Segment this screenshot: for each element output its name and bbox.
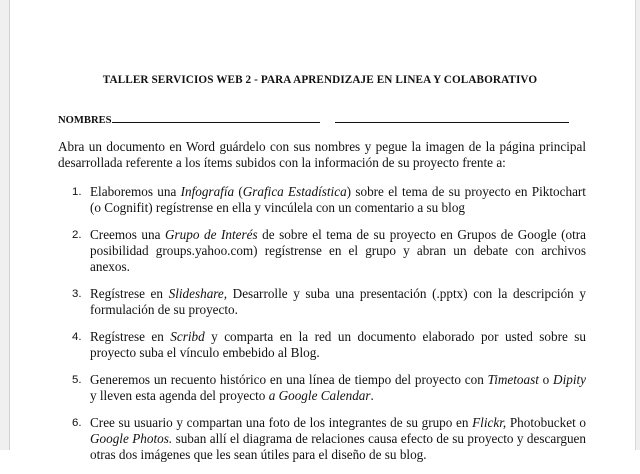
page-edge-right bbox=[635, 0, 640, 450]
list-item: 5. Generemos un recuento histórico en una línea de tiempo del proyecto con Timetoast o Dipity y lleven esta agenda del proyecto a Google Calendar. bbox=[72, 372, 587, 403]
item-number: 1. bbox=[72, 186, 82, 198]
names-blank-1 bbox=[112, 114, 320, 123]
list-item: 4. Regístrese en Scribd y comparta en la red un documento elaborado por usted sobre su proyecto suba el vínculo embebido al Blog. bbox=[72, 329, 586, 360]
item-number: 3. bbox=[72, 288, 82, 300]
names-field bbox=[58, 114, 578, 126]
list-item: 3. Regístrese en Slideshare, Desarrolle y suba una presentación (.pptx) con la descripción y formulación de su proyecto. bbox=[72, 286, 586, 317]
page-edge-left bbox=[0, 0, 10, 450]
item-number: 6. bbox=[72, 417, 82, 429]
document-title: TALLER SERVICIOS WEB 2 - PARA APRENDIZAJE EN LINEA Y COLABORATIVO bbox=[102, 74, 538, 86]
item-number: 5. bbox=[72, 374, 82, 386]
names-blank-2 bbox=[335, 114, 569, 123]
task-list bbox=[58, 184, 586, 474]
item-number: 4. bbox=[72, 331, 82, 343]
list-item: 6. Cree su usuario y compartan una foto de los integrantes de su grupo en Flickr, Photobucket o Google Photos. suban allí el diagrama de relaciones causa efecto de su proyecto y descarguen otras dos imágenes que les sean útiles para el diseño de su blog. bbox=[72, 415, 586, 462]
item-number: 2. bbox=[72, 229, 82, 241]
list-item: 2. Creemos una Grupo de Interés de sobre el tema de su proyecto en Grupos de Google (otra posibilidad groups.yahoo.com) regístrense en el grupo y abran un debate con archivos anexos. bbox=[72, 227, 587, 274]
intro-paragraph: Abra un documento en Word guárdelo con sus nombres y pegue la imagen de la página principal desarrollada referente a los ítems subidos con la información de su proyecto frente a: bbox=[58, 139, 586, 170]
list-item: 1. Elaboremos una Infografía (Grafica Estadística) sobre el tema de su proyecto en Piktochart (o Cognifit) regístrense en ella y vincúlela con un comentario a su blog bbox=[72, 184, 586, 215]
names-label: NOMBRES bbox=[58, 115, 112, 126]
